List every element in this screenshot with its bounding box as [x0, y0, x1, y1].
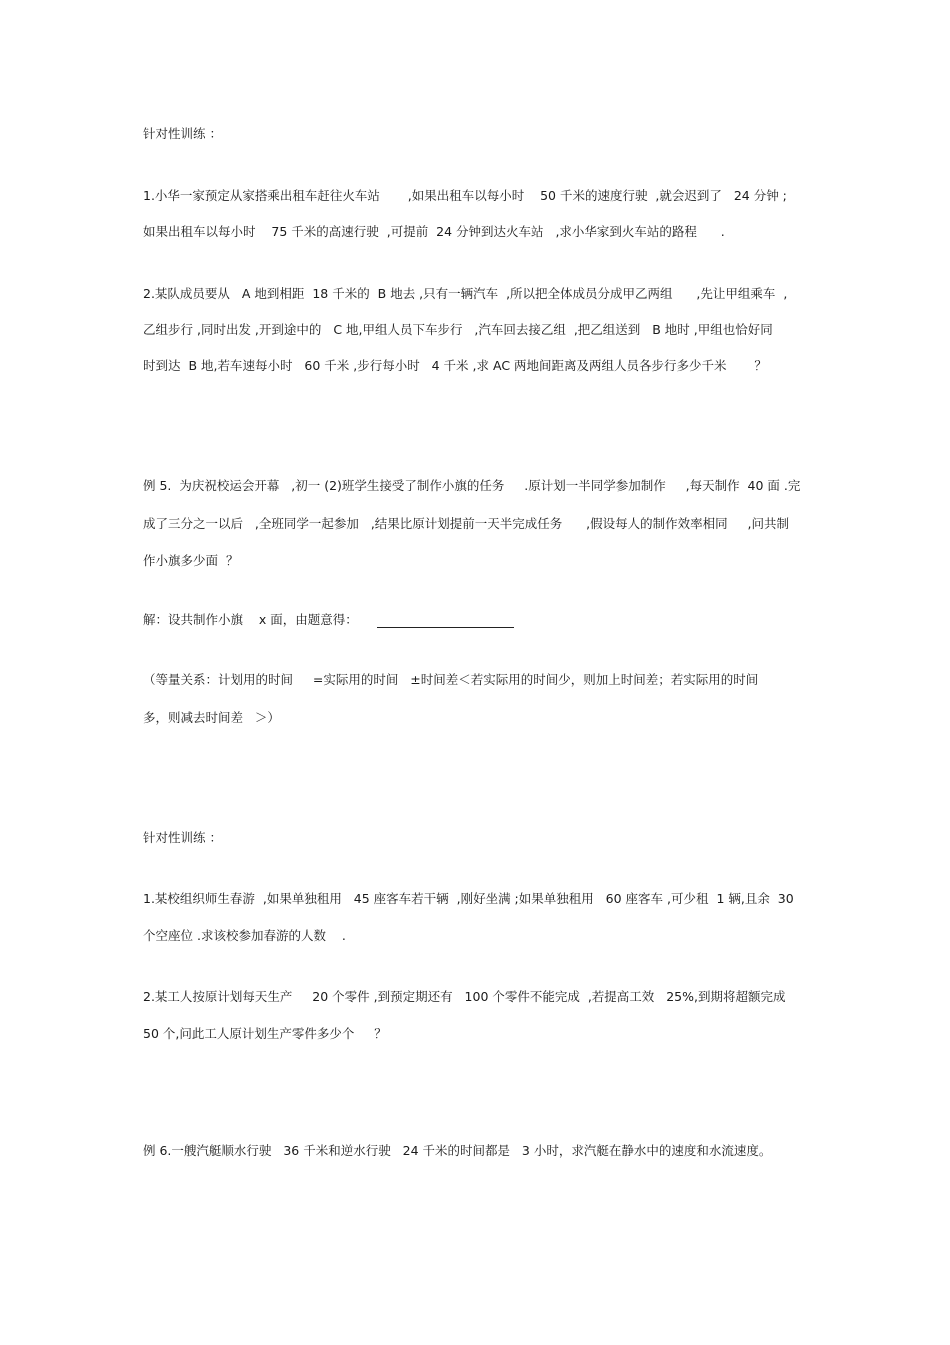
problem-3-line-1: 1.某校组织师生春游 ,如果单独租用 45 座客车若干辆 ,刚好坐满 ;如果单独租用 60 座客车 ,可少租 1 辆,且余 30	[143, 891, 794, 906]
section-heading-training-1: 针对性训练 ：	[143, 126, 222, 141]
problem-4-line-2: 50 个,问此工人原计划生产零件多少个 ？	[143, 1026, 387, 1041]
problem-1-line-2: 如果出租车以每小时 75 千米的高速行驶 ,可提前 24 分钟到达火车站 ,求小华家到火车站的路程 .	[143, 224, 725, 239]
example-6-line: 例 6.一艘汽艇顺水行驶 36 千米和逆水行驶 24 千米的时间都是 3 小时，求汽艇在静水中的速度和水流速度。	[143, 1143, 772, 1158]
section-heading-training-2: 针对性训练 ：	[143, 830, 222, 845]
problem-4-line-1: 2.某工人按原计划每天生产 20 个零件 ,到预定期还有 100 个零件不能完成 ,若提高工效 25%,到期将超额完成	[143, 989, 786, 1004]
problem-2-line-2: 乙组步行 ,同时出发 ,开到途中的 C 地,甲组人员下车步行 ,汽车回去接乙组 ,把乙组送到 B 地时 ,甲组也恰好同	[143, 322, 773, 337]
example-5-line-2: 成了三分之一以后 ,全班同学一起参加 ,结果比原计划提前一天半完成任务 ,假设每人的制作效率相同 ,问共制	[143, 516, 789, 531]
problem-1-line-1: 1.小华一家预定从家搭乘出租车赶往火车站 ,如果出租车以每小时 50 千米的速度行驶 ,就会迟到了 24 分钟 ;	[143, 188, 787, 203]
solution-line: 解：设共制作小旗 x 面，由题意得：	[143, 612, 358, 627]
answer-blank	[377, 627, 514, 628]
example-5-line-3: 作小旗多少面 ？	[143, 553, 239, 568]
equation-note-line-1: （等量关系：计划用的时间 =实际用的时间 ±时间差＜若实际用的时间少，则加上时间差；若实际用的时间	[143, 672, 759, 687]
problem-2-line-3: 时到达 B 地,若车速每小时 60 千米 ,步行每小时 4 千米 ,求 AC 两地间距离及两组人员各步行多少千米 ？	[143, 358, 767, 373]
equation-note-line-2: 多，则减去时间差 ＞）	[143, 710, 280, 725]
example-5-line-1: 例 5. 为庆祝校运会开幕 ,初一 (2)班学生接受了制作小旗的任务 .原计划一半同学参加制作 ,每天制作 40 面 .完	[143, 478, 801, 493]
problem-3-line-2: 个空座位 .求该校参加春游的人数 .	[143, 928, 346, 943]
problem-2-line-1: 2.某队成员要从 A 地到相距 18 千米的 B 地去 ,只有一辆汽车 ,所以把全体成员分成甲乙两组 ,先让甲组乘车 ,	[143, 286, 788, 301]
